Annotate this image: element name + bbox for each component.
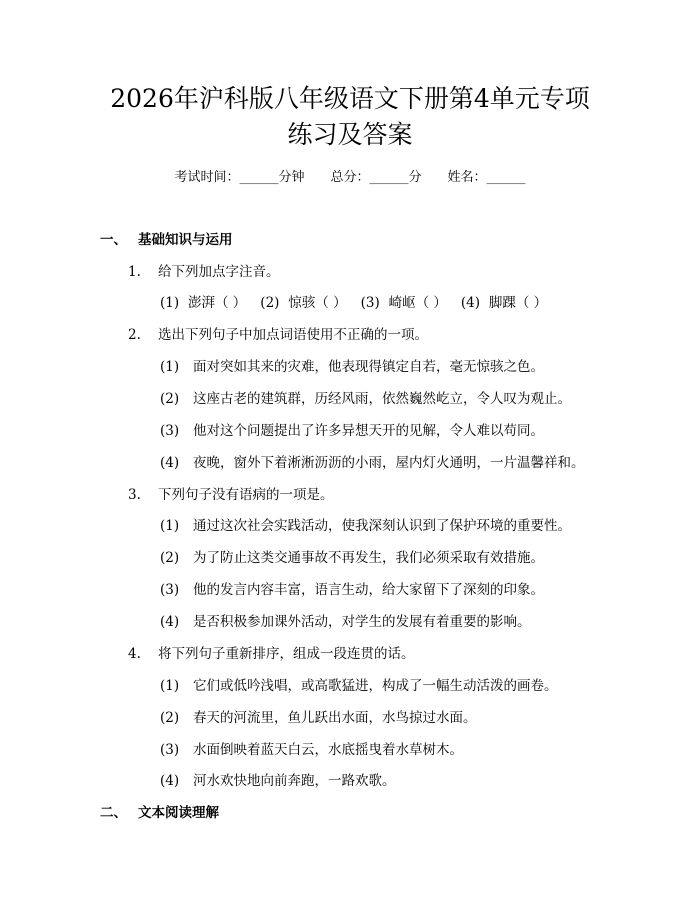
document-title-line-1: 2026年沪科版八年级语文下册第4单元专项 xyxy=(110,84,590,113)
option-number: (3) xyxy=(160,582,180,598)
question-number: 4. xyxy=(128,646,141,662)
option-number: (1) xyxy=(160,518,180,534)
option-number: (1) xyxy=(160,359,180,375)
item-text: 惊骇（ ） xyxy=(288,295,347,311)
exam-info xyxy=(0,168,700,188)
pinyin-item xyxy=(160,293,246,313)
option xyxy=(160,740,463,760)
option xyxy=(160,453,585,473)
question-4 xyxy=(128,644,415,664)
option xyxy=(160,357,544,377)
option-text: 他对这个问题提出了许多异想天开的见解，令人难以苟同。 xyxy=(193,423,544,439)
option-number: (2) xyxy=(160,550,180,566)
document-title-line-2: 练习及答案 xyxy=(287,120,413,149)
option xyxy=(160,580,544,600)
exam-name: 姓名：______ xyxy=(447,170,526,185)
option-number: (2) xyxy=(160,391,180,407)
option-number: (3) xyxy=(160,742,180,758)
item-number: (4) xyxy=(460,295,481,311)
question-text: 选出下列句子中加点词语使用不正确的一项。 xyxy=(158,327,428,343)
section-number: 二、 xyxy=(100,805,127,821)
option xyxy=(160,771,396,791)
option-number: (4) xyxy=(160,773,180,789)
pinyin-item xyxy=(361,293,447,313)
option-text: 河水欢快地向前奔跑，一路欢歌。 xyxy=(193,773,396,789)
section-number: 一、 xyxy=(100,232,127,248)
option-text: 水面倒映着蓝天白云，水底摇曳着水草树木。 xyxy=(193,742,463,758)
option xyxy=(160,612,531,632)
option-text: 为了防止这类交通事故不再发生，我们必须采取有效措施。 xyxy=(193,550,544,566)
question-2 xyxy=(128,325,428,345)
option-number: (4) xyxy=(160,614,180,630)
option-text: 它们或低吟浅唱，或高歌猛进，构成了一幅生动活泼的画卷。 xyxy=(193,678,558,694)
question-number: 2. xyxy=(128,327,141,343)
option-text: 这座古老的建筑群，历经风雨，依然巍然屹立，令人叹为观止。 xyxy=(193,391,571,407)
option xyxy=(160,516,571,536)
option xyxy=(160,548,544,568)
option-text: 他的发言内容丰富，语言生动，给大家留下了深刻的印象。 xyxy=(193,582,544,598)
option xyxy=(160,421,544,441)
item-text: 崎岖（ ） xyxy=(388,295,447,311)
option-text: 面对突如其来的灾难，他表现得镇定自若，毫无惊骇之色。 xyxy=(193,359,544,375)
option-number: (1) xyxy=(160,678,180,694)
item-number: (2) xyxy=(260,295,280,311)
item-text: 脚踝（ ） xyxy=(488,295,548,311)
option-text: 夜晚，窗外下着淅淅沥沥的小雨，屋内灯火通明，一片温馨祥和。 xyxy=(193,455,585,471)
section-title: 基础知识与运用 xyxy=(138,232,233,248)
option xyxy=(160,708,477,728)
option-number: (2) xyxy=(160,710,180,726)
question-number: 1. xyxy=(128,264,141,280)
pinyin-item xyxy=(461,293,547,313)
exam-time: 考试时间：______分钟 xyxy=(174,170,305,185)
section-heading-1 xyxy=(100,230,233,250)
option-text: 春天的河流里，鱼儿跃出水面，水鸟掠过水面。 xyxy=(193,710,477,726)
section-title: 文本阅读理解 xyxy=(138,805,219,821)
question-text: 将下列句子重新排序，组成一段连贯的话。 xyxy=(158,646,415,662)
option xyxy=(160,389,571,409)
question-text: 给下列加点字注音。 xyxy=(158,264,280,280)
question-text: 下列句子没有语病的一项是。 xyxy=(158,487,334,503)
option-text: 通过这次社会实践活动，使我深刻认识到了保护环境的重要性。 xyxy=(193,518,571,534)
question-1 xyxy=(128,262,280,282)
section-heading-2 xyxy=(100,803,219,823)
option-number: (4) xyxy=(160,455,180,471)
pinyin-item xyxy=(260,293,346,313)
option-number: (3) xyxy=(160,423,180,439)
option-text: 是否积极参加课外活动，对学生的发展有着重要的影响。 xyxy=(193,614,531,630)
pinyin-items xyxy=(160,293,561,313)
option xyxy=(160,676,558,696)
item-number: (3) xyxy=(360,295,380,311)
exam-score: 总分：______分 xyxy=(330,170,422,185)
question-number: 3. xyxy=(128,487,141,503)
item-number: (1) xyxy=(160,295,180,311)
question-3 xyxy=(128,485,334,505)
item-text: 澎湃（ ） xyxy=(188,295,247,311)
